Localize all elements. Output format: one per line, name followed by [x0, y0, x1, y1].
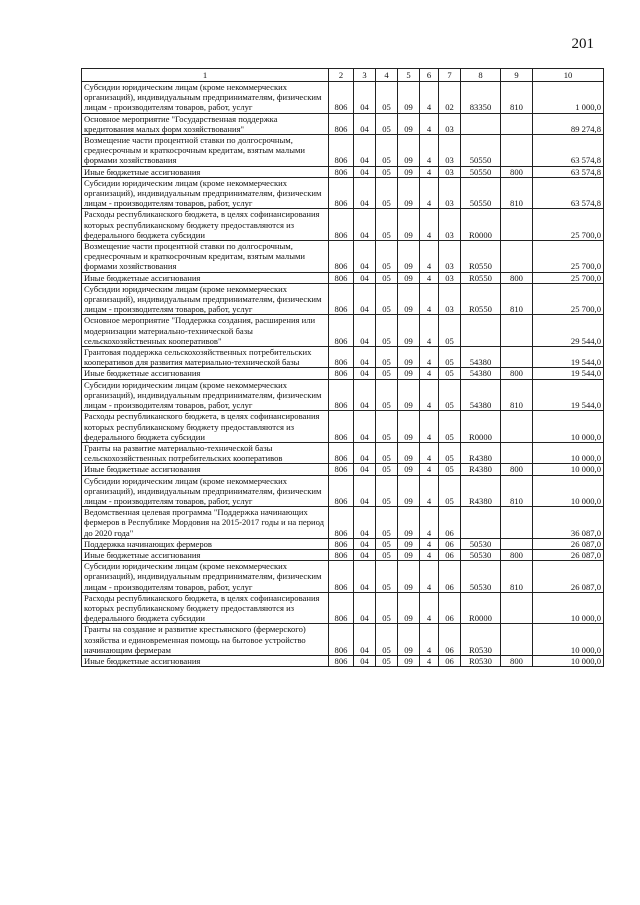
direction-code-cell: 50550: [461, 166, 501, 177]
subsection-cell: 05: [376, 113, 398, 134]
item-name-cell: Субсидии юридическим лицам (кроме некоммерческих организаций), индивидуальным предпринимателям, физическим лицам - производителям товаров, работ, услуг: [82, 82, 329, 114]
direction-code-cell: R0000: [461, 411, 501, 443]
subsection-cell: 05: [376, 624, 398, 656]
activity-cell: 03: [439, 272, 461, 283]
section-cell: 04: [354, 411, 376, 443]
amount-cell: 19 544,0: [533, 368, 604, 379]
column-header-6: 6: [420, 69, 439, 82]
activity-cell: 06: [439, 549, 461, 560]
subprogram-cell: 4: [420, 177, 439, 209]
subprogram-cell: 4: [420, 315, 439, 347]
expense-type-cell: 800: [501, 166, 533, 177]
item-name-cell: Расходы республиканского бюджета, в целях софинансирования которых республиканскому бюджету предоставляются из федерального бюджета субсидии: [82, 592, 329, 624]
subprogram-cell: 4: [420, 368, 439, 379]
ministry-code-cell: 806: [329, 283, 354, 315]
subsection-cell: 05: [376, 592, 398, 624]
activity-cell: 06: [439, 561, 461, 593]
table-row: [82, 592, 604, 624]
activity-cell: 05: [439, 464, 461, 475]
amount-cell: 19 544,0: [533, 347, 604, 368]
section-cell: 04: [354, 624, 376, 656]
subsection-cell: 05: [376, 561, 398, 593]
table-row: [82, 166, 604, 177]
activity-cell: 05: [439, 442, 461, 463]
program-cell: 09: [398, 135, 420, 167]
table-row: [82, 283, 604, 315]
section-cell: 04: [354, 283, 376, 315]
program-cell: 09: [398, 241, 420, 273]
subprogram-cell: 4: [420, 283, 439, 315]
table-row: [82, 561, 604, 593]
program-cell: 09: [398, 549, 420, 560]
direction-code-cell: 50530: [461, 549, 501, 560]
activity-cell: 03: [439, 166, 461, 177]
column-header-7: 7: [439, 69, 461, 82]
page-number: 201: [571, 36, 594, 52]
item-name-cell: Субсидии юридическим лицам (кроме некоммерческих организаций), индивидуальным предпринимателям, физическим лицам - производителям товаров, работ, услуг: [82, 283, 329, 315]
subsection-cell: 05: [376, 464, 398, 475]
activity-cell: 05: [439, 315, 461, 347]
subsection-cell: 05: [376, 368, 398, 379]
table-row: [82, 113, 604, 134]
subsection-cell: 05: [376, 272, 398, 283]
subprogram-cell: 4: [420, 442, 439, 463]
section-cell: 04: [354, 442, 376, 463]
subsection-cell: 05: [376, 507, 398, 539]
section-cell: 04: [354, 177, 376, 209]
expense-type-cell: 810: [501, 82, 533, 114]
amount-cell: 10 000,0: [533, 464, 604, 475]
item-name-cell: Расходы республиканского бюджета, в целях софинансирования которых республиканскому бюджету предоставляются из федерального бюджета субсидии: [82, 209, 329, 241]
subprogram-cell: 4: [420, 113, 439, 134]
activity-cell: 03: [439, 283, 461, 315]
subsection-cell: 05: [376, 411, 398, 443]
item-name-cell: Иные бюджетные ассигнования: [82, 166, 329, 177]
ministry-code-cell: 806: [329, 379, 354, 411]
subprogram-cell: 4: [420, 592, 439, 624]
direction-code-cell: 50530: [461, 561, 501, 593]
table-row: [82, 624, 604, 656]
expense-type-cell: 810: [501, 177, 533, 209]
program-cell: 09: [398, 464, 420, 475]
table-row: [82, 507, 604, 539]
amount-cell: 10 000,0: [533, 475, 604, 507]
amount-cell: 25 700,0: [533, 283, 604, 315]
item-name-cell: Ведомственная целевая программа "Поддержка начинающих фермеров в Республике Мордовия на 2015-2017 годы и на период до 2020 года": [82, 507, 329, 539]
program-cell: 09: [398, 82, 420, 114]
activity-cell: 06: [439, 507, 461, 539]
program-cell: 09: [398, 209, 420, 241]
subsection-cell: 05: [376, 209, 398, 241]
section-cell: 04: [354, 135, 376, 167]
ministry-code-cell: 806: [329, 655, 354, 666]
ministry-code-cell: 806: [329, 561, 354, 593]
subsection-cell: 05: [376, 166, 398, 177]
table-row: [82, 177, 604, 209]
program-cell: 09: [398, 315, 420, 347]
expense-type-cell: 800: [501, 549, 533, 560]
expense-type-cell: [501, 135, 533, 167]
ministry-code-cell: 806: [329, 538, 354, 549]
program-cell: 09: [398, 379, 420, 411]
program-cell: 09: [398, 507, 420, 539]
expense-type-cell: [501, 538, 533, 549]
item-name-cell: Гранты на создание и развитие крестьянского (фермерского) хозяйства и единовременная помощь на бытовое устройство начинающим фермерам: [82, 624, 329, 656]
subprogram-cell: 4: [420, 82, 439, 114]
subprogram-cell: 4: [420, 241, 439, 273]
direction-code-cell: R0530: [461, 624, 501, 656]
subprogram-cell: 4: [420, 624, 439, 656]
table-row: [82, 315, 604, 347]
item-name-cell: Грантовая поддержка сельскохозяйственных потребительских кооперативов для развития материально-технической базы: [82, 347, 329, 368]
ministry-code-cell: 806: [329, 442, 354, 463]
program-cell: 09: [398, 442, 420, 463]
amount-cell: 10 000,0: [533, 442, 604, 463]
section-cell: 04: [354, 561, 376, 593]
table-row: [82, 368, 604, 379]
subprogram-cell: 4: [420, 347, 439, 368]
amount-cell: 63 574,8: [533, 166, 604, 177]
direction-code-cell: 54380: [461, 368, 501, 379]
amount-cell: 26 087,0: [533, 561, 604, 593]
amount-cell: 26 087,0: [533, 549, 604, 560]
section-cell: 04: [354, 538, 376, 549]
subprogram-cell: 4: [420, 561, 439, 593]
header-row: [82, 69, 604, 82]
table-body: [82, 82, 604, 667]
amount-cell: 63 574,8: [533, 135, 604, 167]
expense-type-cell: 810: [501, 283, 533, 315]
activity-cell: 06: [439, 592, 461, 624]
ministry-code-cell: 806: [329, 368, 354, 379]
program-cell: 09: [398, 475, 420, 507]
table-row: [82, 241, 604, 273]
activity-cell: 05: [439, 379, 461, 411]
item-name-cell: Поддержка начинающих фермеров: [82, 538, 329, 549]
section-cell: 04: [354, 464, 376, 475]
expense-type-cell: [501, 592, 533, 624]
direction-code-cell: R4380: [461, 464, 501, 475]
activity-cell: 02: [439, 82, 461, 114]
ministry-code-cell: 806: [329, 272, 354, 283]
column-header-4: 4: [376, 69, 398, 82]
direction-code-cell: 50530: [461, 538, 501, 549]
program-cell: 09: [398, 347, 420, 368]
direction-code-cell: R4380: [461, 442, 501, 463]
subprogram-cell: 4: [420, 655, 439, 666]
subsection-cell: 05: [376, 379, 398, 411]
subsection-cell: 05: [376, 442, 398, 463]
table-row: [82, 272, 604, 283]
item-name-cell: Иные бюджетные ассигнования: [82, 272, 329, 283]
subsection-cell: 05: [376, 538, 398, 549]
activity-cell: 03: [439, 209, 461, 241]
section-cell: 04: [354, 475, 376, 507]
subprogram-cell: 4: [420, 166, 439, 177]
column-header-10: 10: [533, 69, 604, 82]
direction-code-cell: 54380: [461, 347, 501, 368]
subsection-cell: 05: [376, 549, 398, 560]
subsection-cell: 05: [376, 135, 398, 167]
program-cell: 09: [398, 113, 420, 134]
subprogram-cell: 4: [420, 538, 439, 549]
subprogram-cell: 4: [420, 411, 439, 443]
amount-cell: 63 574,8: [533, 177, 604, 209]
item-name-cell: Иные бюджетные ассигнования: [82, 549, 329, 560]
section-cell: 04: [354, 241, 376, 273]
ministry-code-cell: 806: [329, 347, 354, 368]
ministry-code-cell: 806: [329, 135, 354, 167]
activity-cell: 03: [439, 113, 461, 134]
amount-cell: 29 544,0: [533, 315, 604, 347]
subprogram-cell: 4: [420, 209, 439, 241]
expense-type-cell: [501, 113, 533, 134]
column-header-8: 8: [461, 69, 501, 82]
direction-code-cell: [461, 113, 501, 134]
item-name-cell: Гранты на развитие материально-технической базы сельскохозяйственных потребительских кооперативов: [82, 442, 329, 463]
section-cell: 04: [354, 379, 376, 411]
section-cell: 04: [354, 549, 376, 560]
item-name-cell: Субсидии юридическим лицам (кроме некоммерческих организаций), индивидуальным предпринимателям, физическим лицам - производителям товаров, работ, услуг: [82, 475, 329, 507]
activity-cell: 05: [439, 411, 461, 443]
program-cell: 09: [398, 655, 420, 666]
amount-cell: 36 087,0: [533, 507, 604, 539]
table-row: [82, 538, 604, 549]
section-cell: 04: [354, 315, 376, 347]
amount-cell: 10 000,0: [533, 592, 604, 624]
column-header-5: 5: [398, 69, 420, 82]
expense-type-cell: 800: [501, 272, 533, 283]
direction-code-cell: R0530: [461, 655, 501, 666]
ministry-code-cell: 806: [329, 549, 354, 560]
amount-cell: 1 000,0: [533, 82, 604, 114]
ministry-code-cell: 806: [329, 507, 354, 539]
expense-type-cell: 800: [501, 655, 533, 666]
program-cell: 09: [398, 624, 420, 656]
subprogram-cell: 4: [420, 135, 439, 167]
section-cell: 04: [354, 166, 376, 177]
item-name-cell: Основное мероприятие "Государственная поддержка кредитования малых форм хозяйствования": [82, 113, 329, 134]
expense-type-cell: 810: [501, 475, 533, 507]
program-cell: 09: [398, 368, 420, 379]
direction-code-cell: 50550: [461, 177, 501, 209]
section-cell: 04: [354, 82, 376, 114]
table-row: [82, 379, 604, 411]
activity-cell: 05: [439, 368, 461, 379]
item-name-cell: Основное мероприятие "Поддержка создания, расширения или модернизации материально-технической базы сельскохозяйственных кооперативов": [82, 315, 329, 347]
item-name-cell: Расходы республиканского бюджета, в целях софинансирования которых республиканскому бюджету предоставляются из федерального бюджета субсидии: [82, 411, 329, 443]
expense-type-cell: [501, 347, 533, 368]
amount-cell: 25 700,0: [533, 272, 604, 283]
table-row: [82, 347, 604, 368]
table-row: [82, 82, 604, 114]
amount-cell: 26 087,0: [533, 538, 604, 549]
section-cell: 04: [354, 507, 376, 539]
section-cell: 04: [354, 592, 376, 624]
activity-cell: 05: [439, 475, 461, 507]
amount-cell: 10 000,0: [533, 624, 604, 656]
expense-type-cell: [501, 315, 533, 347]
program-cell: 09: [398, 411, 420, 443]
program-cell: 09: [398, 177, 420, 209]
program-cell: 09: [398, 272, 420, 283]
program-cell: 09: [398, 166, 420, 177]
ministry-code-cell: 806: [329, 113, 354, 134]
subprogram-cell: 4: [420, 464, 439, 475]
activity-cell: 06: [439, 655, 461, 666]
program-cell: 09: [398, 283, 420, 315]
ministry-code-cell: 806: [329, 82, 354, 114]
activity-cell: 03: [439, 241, 461, 273]
expense-type-cell: 800: [501, 464, 533, 475]
direction-code-cell: R0550: [461, 272, 501, 283]
direction-code-cell: 54380: [461, 379, 501, 411]
table-row: [82, 135, 604, 167]
item-name-cell: Иные бюджетные ассигнования: [82, 368, 329, 379]
expense-type-cell: [501, 411, 533, 443]
ministry-code-cell: 806: [329, 475, 354, 507]
item-name-cell: Иные бюджетные ассигнования: [82, 655, 329, 666]
ministry-code-cell: 806: [329, 209, 354, 241]
activity-cell: 06: [439, 624, 461, 656]
direction-code-cell: R0550: [461, 283, 501, 315]
section-cell: 04: [354, 347, 376, 368]
activity-cell: 03: [439, 177, 461, 209]
amount-cell: 10 000,0: [533, 411, 604, 443]
direction-code-cell: 50550: [461, 135, 501, 167]
subsection-cell: 05: [376, 475, 398, 507]
ministry-code-cell: 806: [329, 166, 354, 177]
direction-code-cell: R4380: [461, 475, 501, 507]
section-cell: 04: [354, 113, 376, 134]
item-name-cell: Субсидии юридическим лицам (кроме некоммерческих организаций), индивидуальным предпринимателям, физическим лицам - производителям товаров, работ, услуг: [82, 561, 329, 593]
item-name-cell: Субсидии юридическим лицам (кроме некоммерческих организаций), индивидуальным предпринимателям, физическим лицам - производителям товаров, работ, услуг: [82, 379, 329, 411]
ministry-code-cell: 806: [329, 177, 354, 209]
ministry-code-cell: 806: [329, 241, 354, 273]
subsection-cell: 05: [376, 347, 398, 368]
amount-cell: 25 700,0: [533, 241, 604, 273]
amount-cell: 10 000,0: [533, 655, 604, 666]
expense-type-cell: [501, 507, 533, 539]
table-row: [82, 442, 604, 463]
expense-type-cell: 810: [501, 561, 533, 593]
item-name-cell: Субсидии юридическим лицам (кроме некоммерческих организаций), индивидуальным предпринимателям, физическим лицам - производителям товаров, работ, услуг: [82, 177, 329, 209]
expense-type-cell: 810: [501, 379, 533, 411]
budget-table: [81, 68, 604, 667]
subprogram-cell: 4: [420, 379, 439, 411]
direction-code-cell: [461, 315, 501, 347]
table-row: [82, 411, 604, 443]
expense-type-cell: [501, 624, 533, 656]
table-row: [82, 655, 604, 666]
subsection-cell: 05: [376, 82, 398, 114]
direction-code-cell: R0550: [461, 241, 501, 273]
table-row: [82, 209, 604, 241]
table-row: [82, 464, 604, 475]
expense-type-cell: 800: [501, 368, 533, 379]
subprogram-cell: 4: [420, 272, 439, 283]
activity-cell: 05: [439, 347, 461, 368]
column-header-9: 9: [501, 69, 533, 82]
expense-type-cell: [501, 241, 533, 273]
item-name-cell: Возмещение части процентной ставки по долгосрочным, среднесрочным и краткосрочным кредитам, взятым малыми формами хозяйствования: [82, 135, 329, 167]
table-row: [82, 475, 604, 507]
direction-code-cell: R0000: [461, 209, 501, 241]
column-header-1: 1: [82, 69, 329, 82]
program-cell: 09: [398, 538, 420, 549]
expense-type-cell: [501, 209, 533, 241]
direction-code-cell: [461, 507, 501, 539]
subsection-cell: 05: [376, 241, 398, 273]
table-row: [82, 549, 604, 560]
section-cell: 04: [354, 655, 376, 666]
item-name-cell: Возмещение части процентной ставки по долгосрочным, среднесрочным и краткосрочным кредитам, взятым малыми формами хозяйствования: [82, 241, 329, 273]
direction-code-cell: 83350: [461, 82, 501, 114]
column-header-3: 3: [354, 69, 376, 82]
ministry-code-cell: 806: [329, 411, 354, 443]
amount-cell: 19 544,0: [533, 379, 604, 411]
subsection-cell: 05: [376, 315, 398, 347]
ministry-code-cell: 806: [329, 315, 354, 347]
subprogram-cell: 4: [420, 475, 439, 507]
expense-type-cell: [501, 442, 533, 463]
subprogram-cell: 4: [420, 549, 439, 560]
program-cell: 09: [398, 561, 420, 593]
subsection-cell: 05: [376, 283, 398, 315]
amount-cell: 25 700,0: [533, 209, 604, 241]
amount-cell: 89 274,8: [533, 113, 604, 134]
subsection-cell: 05: [376, 177, 398, 209]
ministry-code-cell: 806: [329, 624, 354, 656]
section-cell: 04: [354, 272, 376, 283]
subsection-cell: 05: [376, 655, 398, 666]
section-cell: 04: [354, 209, 376, 241]
subprogram-cell: 4: [420, 507, 439, 539]
column-header-2: 2: [329, 69, 354, 82]
item-name-cell: Иные бюджетные ассигнования: [82, 464, 329, 475]
ministry-code-cell: 806: [329, 592, 354, 624]
ministry-code-cell: 806: [329, 464, 354, 475]
activity-cell: 06: [439, 538, 461, 549]
program-cell: 09: [398, 592, 420, 624]
section-cell: 04: [354, 368, 376, 379]
direction-code-cell: R0000: [461, 592, 501, 624]
activity-cell: 03: [439, 135, 461, 167]
